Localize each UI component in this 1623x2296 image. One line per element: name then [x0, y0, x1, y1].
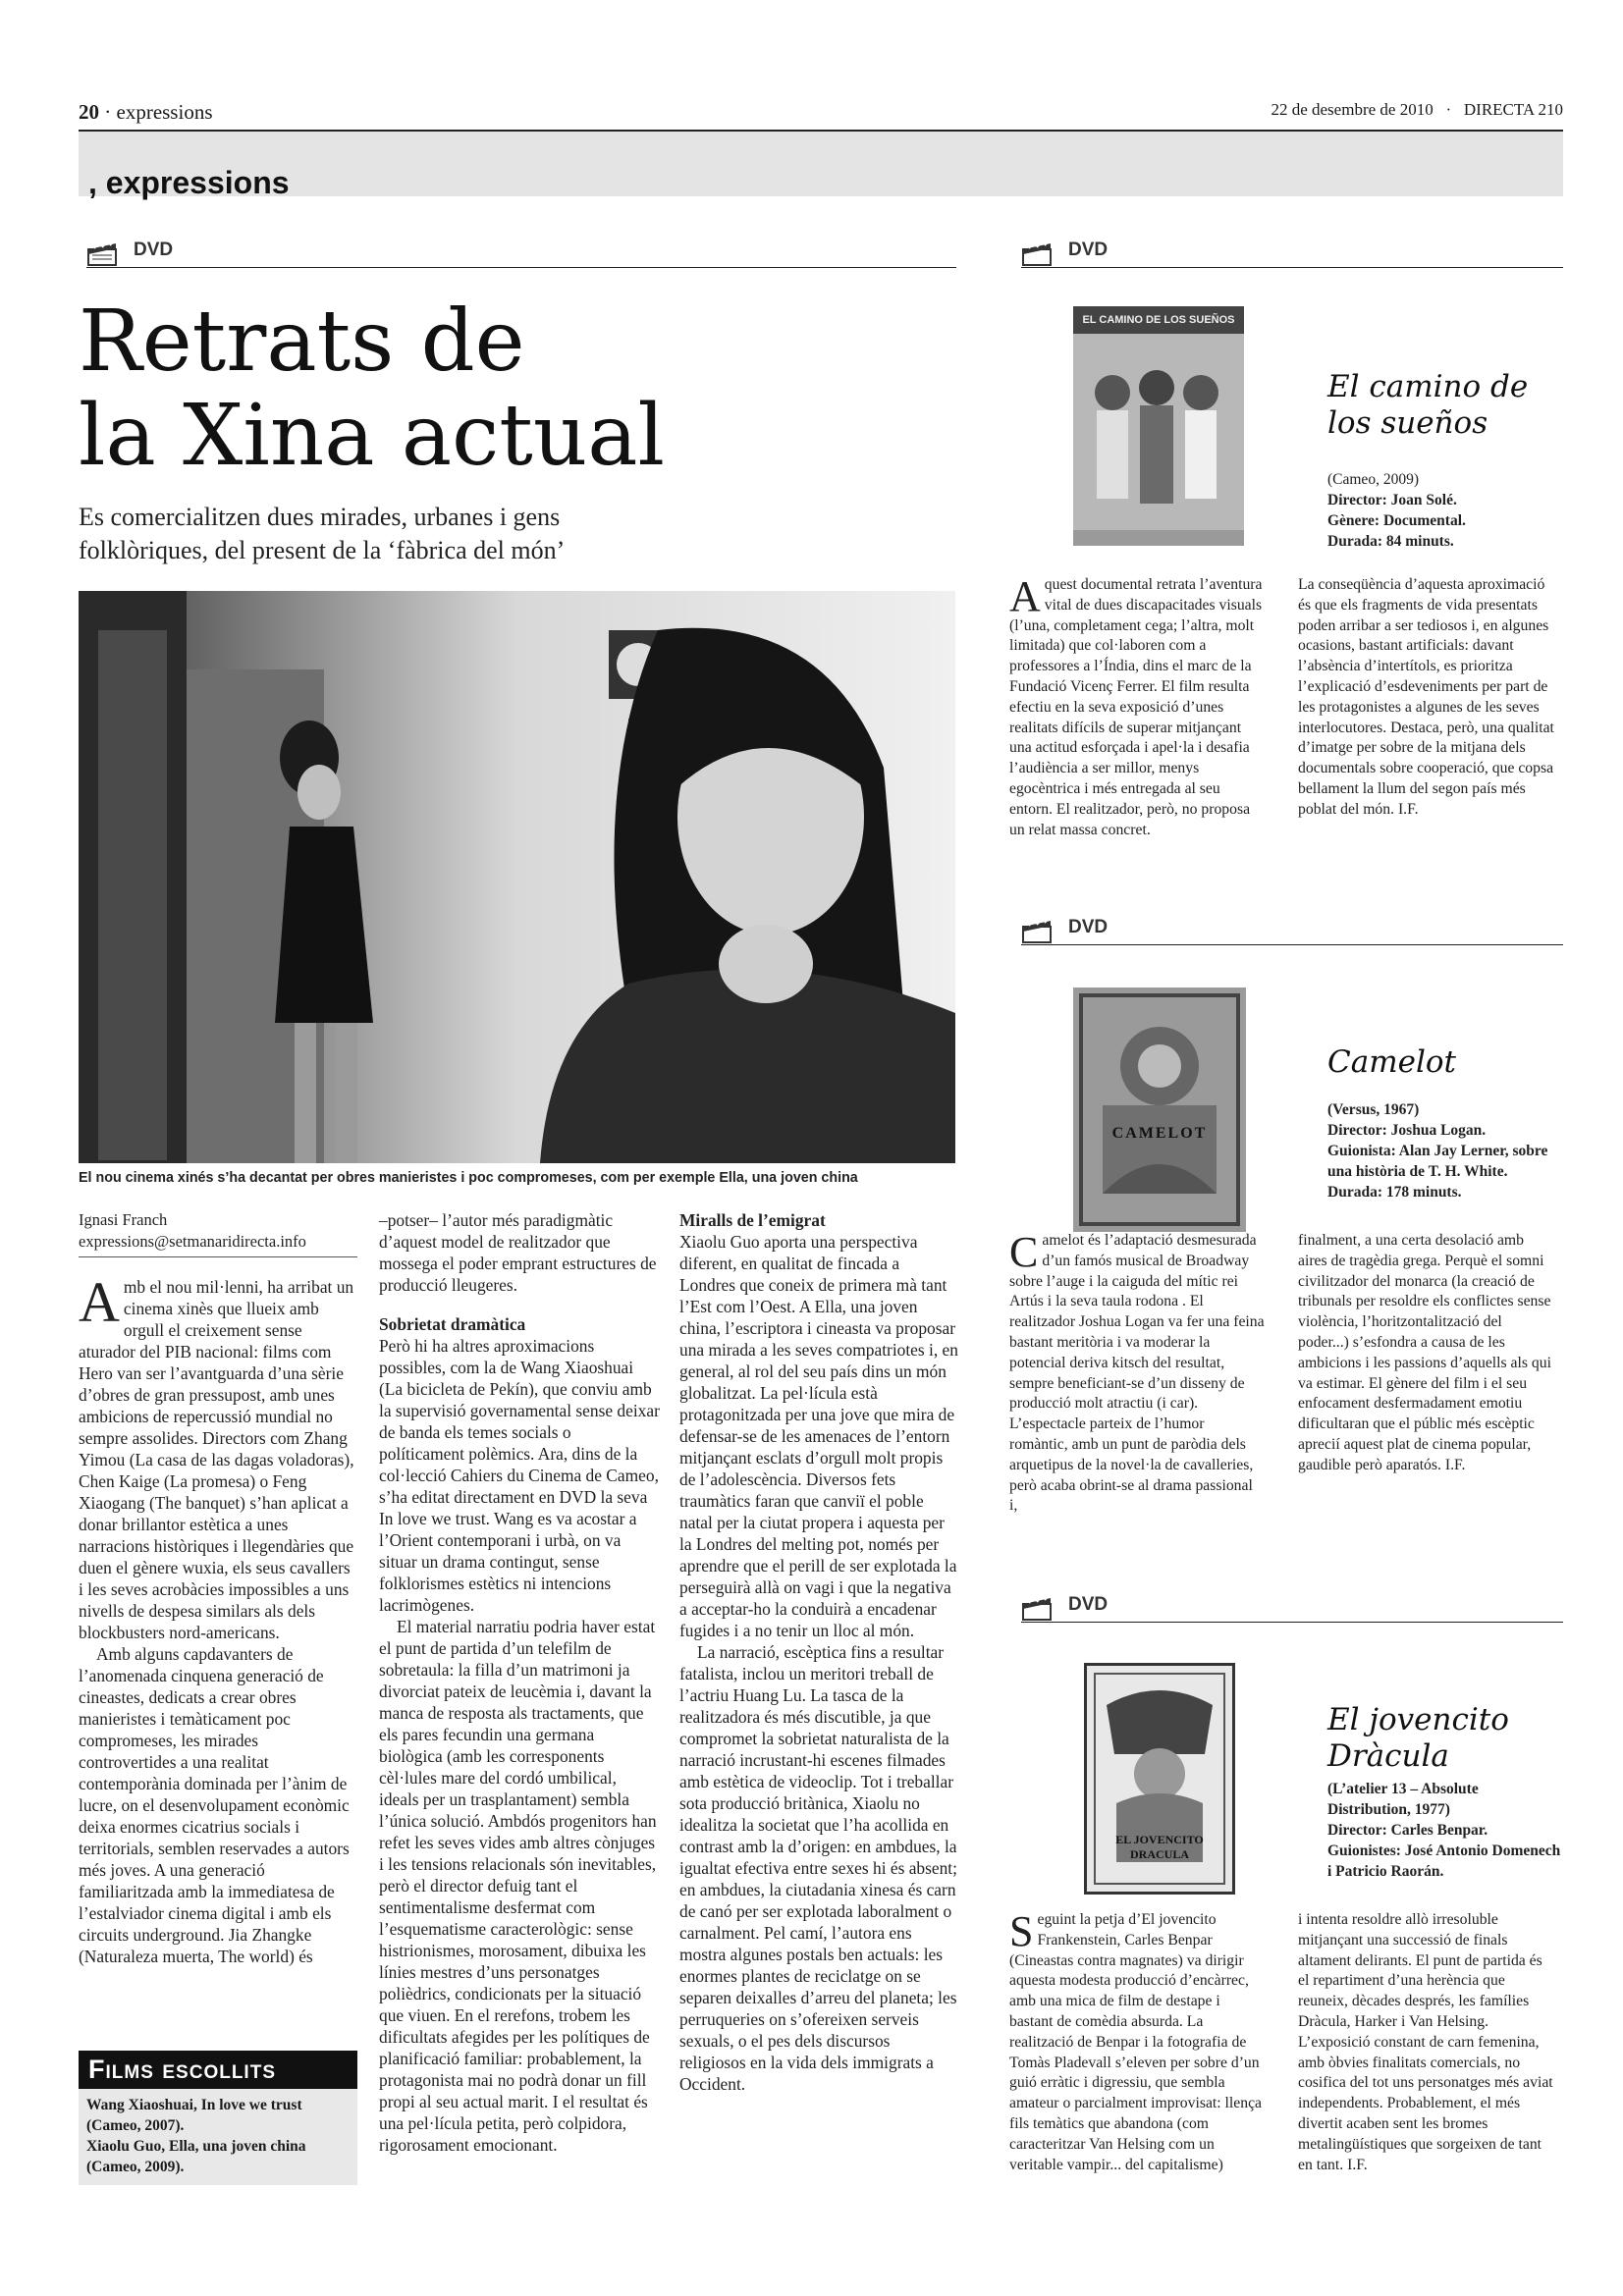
author-block [79, 1209, 357, 1253]
review2-credit3: Guionista: Alan Jay Lerner, sobre una història de T. H. White. [1327, 1143, 1548, 1180]
review3-credit1: (L’atelier 13 – Absolute Distribution, 1977) [1327, 1781, 1479, 1818]
films-line2: (Cameo, 2007). [86, 2117, 185, 2134]
review3-col2 [1298, 1910, 1555, 2175]
review2-cover-art [1073, 988, 1246, 1232]
review1-col1 [1009, 572, 1265, 840]
review1-credit1: (Cameo, 2009) [1327, 471, 1419, 488]
author-name: Ignasi Franch [79, 1210, 168, 1229]
main-title [79, 294, 943, 483]
review3-title-line2: Dràcula [1327, 1738, 1449, 1774]
main-col3-p1: Xiaolu Guo aporta una perspectiva diferent, en qualitat de fincada a Londres que coneix de primera mà tant l’Est com l’Oest. A Ella, una joven china, l’escriptora i cineasta va proposar una mirada a les seves compatriotes i, en general, al rol del seu país dins un món globalitzat. La pel·lícula està protagonitzada per una jove que mira de defensar-se de les amenaces de l’entorn mitjançant esclats d’orgull molt propis de l’adolescència. Diversos fets traumàtics faran que canviï el poble natal per la ciutat propera i aquesta per la Londres del melting pot, només per aprendre que el perill de ser explotada la perseguirà allà on vagi i que la negativa a acceptar-ho la conduirà a encadenar fugides i a no tenir un lloc al món. [679, 1232, 958, 1640]
clapperboard-icon [1021, 240, 1055, 267]
review3-dropcap: S [1009, 1907, 1034, 1955]
review3-credit3: Guionistes: José Antonio Domenech i Patricio Raorán. [1327, 1842, 1561, 1880]
review2-cover [1073, 988, 1246, 1232]
main-col3-p2: La narració, escèptica fins a resultar fatalista, inclou un meritori treball de l’actriu Huang Lu. La tasca de la realitzadora és més discutible, ja que compromet la sobrietat naturalista de la narració incrustant-hi escenes filmades amb estètica de videoclip. Tot i treballar sota producció britànica, Xiaolu no idealitza la societat que l’ha acollida en contrast amb la d’origen: en ambdues, la igualtat efectiva entre sexes hi és absent; en ambdues, la ciutadania xinesa és carn de canó per ser explotada laboralment o carnalment. Pel camí, l’autora ens mostra algunes postals ben actuals: les enormes plantes de reciclatge on se separen deixalles d’arreu del planeta; les perruqueries on s’ofereixen serveis sexuals, o el pes dels discursos religiosos en la vida dels immigrats a Occident. [679, 1642, 957, 2094]
header-date-issue [1271, 100, 1563, 120]
review1-credits [1327, 469, 1563, 552]
review3-dvd-row [1021, 1596, 1563, 1623]
review1-cover-title: EL CAMINO DE LOS SUEÑOS [1073, 306, 1244, 334]
main-subtitle: Es comercialitzen dues mirades, urbanes i gens folklòriques, del present de la ‘fàbrica del món’ [79, 503, 566, 564]
photo-illustration [79, 591, 955, 1163]
review2-credit2: Director: Joshua Logan. [1327, 1122, 1487, 1139]
review1-title [1327, 369, 1563, 442]
main-dvd-label: DVD [134, 240, 174, 260]
main-col2-subhead: Sobrietat dramàtica [379, 1314, 526, 1334]
section-banner [79, 132, 1563, 200]
clapperboard-icon [86, 240, 120, 267]
review2-cover-title: CAMELOT [1111, 1125, 1208, 1142]
films-box-title: Films escollits [79, 2051, 357, 2089]
main-col1 [79, 1270, 357, 1967]
review3-credits [1327, 1779, 1563, 1882]
main-col1-p1: mb el nou mil·lenni, ha arribat un cinema xinès que llueix amb orgull el creixement sense aturador del PIB nacional: films com Hero van ser l’avantguarda d’una sèrie d’obres de gran pressupost, amb unes ambicions de repercussió mundial no sempre assolides. Directors com Zhang Yimou (La casa de las dagas voladoras), Chen Kaige (La promesa) o Feng Xiaogang (The banquet) s’han aplicat a donar brillantor estètica a unes narracions històriques i llegendàries que duen el gènere wuxia, els seus cavallers i les seves acrobàcies impossibles a uns nivells de despesa similars als dels blockbusters nord-americans. [79, 1277, 354, 1642]
review1-dvd-label: DVD [1068, 240, 1109, 260]
review1-credit4: Durada: 84 minuts. [1327, 533, 1454, 550]
review3-title-line1: El jovencito [1327, 1702, 1509, 1737]
review2-title: Camelot [1327, 1044, 1456, 1080]
review2-credits [1327, 1099, 1563, 1202]
review1-credit3: Gènere: Documental. [1327, 512, 1466, 529]
review3-col1-text: eguint la petja d’El jovencito Frankenstein, Carles Benpar (Cineastas contra magnates) va dirigir aquesta modesta producció d’encàrrec, amb una mica de film de destape i bastant de comèdia absurda. La realització de Benpar i la fotografia de Tomàs Pladevall s’eleven per sobre d’un guió erràtic i digressiu, que sembla amateur o parcialment improvisat: llença fils temàtics que abandona (com caracteritzar Van Helsing com un veritable vampir... del capitalisme) [1009, 1911, 1262, 2173]
review2-credit4: Durada: 178 minuts. [1327, 1184, 1462, 1201]
main-col2 [379, 1209, 660, 2156]
review2-dvd-row [1021, 919, 1563, 945]
header-section: expressions [116, 100, 213, 124]
review3-col2-text: i intenta resoldre allò irresoluble mitjançant una successió de finals altament delirants. El punt de partida és el repartiment d’una herència que reuneix, dècades després, les famílies Dràcula, Harker i Van Helsing. L’exposició constant de carn femenina, amb òbvies finalitats comercials, no cosifica del tot uns personatges més aviat independents. Probablement, el més divertit acaben sent les bromes metalingüístiques que sorgeixen de tant en tant. I.F. [1298, 1911, 1553, 2173]
review2-col2-text: finalment, a una certa desolació amb aires de tragèdia grega. Perquè el somni civilitzador del monarca (la creació de tribunals per resoldre els conflictes sense violència, l’horitzontalització del poder...) s’esfondra a causa de les ambicions i les passions d’aquells als qui va estimar. El gènere del film i el seu enfocament desfermadament emotiu dificultaran que el públic més escèptic aprecií aquest plat de cinema popular, gaudible però aparatós. I.F. [1298, 1232, 1551, 1473]
review2-dvd-label: DVD [1068, 917, 1109, 937]
review1-cover-art [1073, 334, 1244, 530]
main-col1-p2: Amb alguns capdavanters de l’anomenada cinquena generació de cineastes, dedicats a crear obres manieristes i temàticament poc compromeses, les mirades controvertides a una realitat contemporània dominada per l’ànim de lucre, on el desenvolupament econòmic deixa enormes cicatrius socials i territorials, semblen reservades a autors més joves. A una generació familiaritzada amb la immediatesa de l’estalviador cinema digital i amb els circuits underground. Jia Zhangke (Naturaleza muerta, The world) és [79, 1644, 350, 1966]
review1-col2 [1298, 575, 1555, 821]
photo-caption: El nou cinema xinés s’ha decantat per obres manieristes i poc compromeses, com per exemple Ella, una joven china [79, 1170, 858, 1186]
main-dropcap: A [79, 1270, 120, 1334]
review1-col1-text: quest documental retrata l’aventura vital de dues discapacitades visuals (l’una, completament cega; l’altra, molt limitada) que col·laboren com a professores a l’Índia, dins el marc de la Fundació Vicenç Ferrer. El film resulta efectiu en la seva exposició d’unes realitats difícils de superar mitjançant una actitud esforçada i apel·la i desafia l’audiència a ser millor, menys egocèntrica i més entregada al seu entorn. El realitzador, però, no proposa un relat massa concret. [1009, 576, 1263, 838]
author-rule [79, 1256, 357, 1257]
review1-title-line1: El camino de [1327, 369, 1529, 404]
review1-dropcap: A [1009, 572, 1041, 620]
review3-title [1327, 1702, 1563, 1775]
films-box [79, 2051, 357, 2185]
review2-dropcap: C [1009, 1228, 1039, 1276]
clapperboard-icon [1021, 1594, 1055, 1622]
review3-dvd-label: DVD [1068, 1594, 1109, 1615]
main-col3-subhead: Miralls de l’emigrat [679, 1210, 826, 1230]
films-line1: Wang Xiaoshuai, In love we trust [86, 2097, 302, 2113]
header-issue: DIRECTA 210 [1463, 100, 1563, 119]
review3-cover [1084, 1663, 1235, 1895]
section-banner-label: , expressions [88, 165, 290, 200]
main-col3 [679, 1209, 958, 2095]
review2-credit1: (Versus, 1967) [1327, 1101, 1420, 1118]
main-photo [79, 591, 955, 1163]
page-header [79, 100, 1563, 130]
review3-cover-title: EL JOVENCITO DRACULA [1115, 1833, 1204, 1861]
header-dot-2: · [1445, 100, 1452, 119]
main-col2-p1: –potser– l’autor més paradigmàtic d’aquest model de realitzador que mossega el poder emprant estructures de producció lleugeres. [379, 1210, 657, 1295]
films-line3: Xiaolu Guo, Ella, una joven china [86, 2138, 306, 2155]
review1-col2-text: La conseqüència d’aquesta aproximació és que els fragments de vida presentats poden arribar a ser tediosos i, en algunes ocasions, bastant artificials: davant l’absència d’intertítols, es prioritza l’explicació d’esdeveniments per part de les protagonistes a algunes de les seves interlocutores. Destaca, però, una qualitat d’imatge per sobre de la mitjana dels documentals sobre cooperació, que copsa bellament la llum del segon país més poblat del món. I.F. [1298, 576, 1554, 818]
review2-col1 [1009, 1228, 1265, 1517]
main-col2-p3: El material narratiu podria haver estat el punt de partida d’un telefilm de sobretaula: la filla d’un matrimoni ja divorciat pateix de leucèmia i, davant la manca de resposta als tractaments, que els pares fecundin una germana biològica (amb les corresponents cèl·lules mare del cordó umbilical, ideals per un trasplantament) sembla l’única solució. Ambdós progenitors han refet les seves vides amb altres cònjuges i les tensions relacionals són inevitables, però el director defuig tant el sentimentalisme desfermat com l’esquematisme caracterològic: sense histrionismes, morosament, dibuixa les línies mestres d’uns personatges polièdrics, condicionats per la situació que viuen. En el rerefons, trobem les dificultats afegides per les polítiques de planificació familiar: probablement, la protagonista mai no podrà donar un fill propi al seu actual marit. I el resultat és una pel·lícula petita, però colpidora, rigorosament emocionant. [379, 1617, 657, 2155]
review1-credit2: Director: Joan Solé. [1327, 492, 1457, 508]
films-box-list [79, 2089, 357, 2185]
header-date: 22 de desembre de 2010 [1271, 100, 1434, 119]
films-line4: (Cameo, 2009). [86, 2159, 185, 2175]
review2-col1-text: amelot és l’adaptació desmesurada d’un famós musical de Broadway sobre l’auge i la caiguda del mític rei Artús i la seva taula rodona . El realitzador Joshua Logan va fer una feina bastant meritòria i va moderar la potencial deriva kitsch del resultat, sempre beneficiant-se d’un disseny de producció molt atractiu (i car). L’espectacle parteix de l’humor romàntic, amb un punt de paròdia dels arquetipus de la novel·la de cavalleries, però acaba obrint-se al drama passional i, [1009, 1232, 1265, 1515]
main-col2-p2: Però hi ha altres aproximacions possibles, com la de Wang Xiaoshuai (La bicicleta de Pekín), que conviu amb la supervisió governamental sense deixar de banda els temes socials o políticament polèmics. Ara, dins de la col·lecció Cahiers du Cinema de Cameo, s’ha editat directament en DVD la seva In love we trust. Wang es va acostar a l’Orient contemporani i urbà, on va situar un drama contingut, sense folklorismes estètics ni intencions lacrimògenes. [379, 1336, 660, 1615]
review1-title-line2: los sueños [1327, 405, 1488, 441]
review1-cover [1073, 306, 1244, 546]
author-email[interactable]: expressions@setmanaridirecta.info [79, 1232, 306, 1251]
review2-col2 [1298, 1231, 1555, 1476]
page-number: 20 [79, 100, 99, 124]
review3-col1 [1009, 1907, 1265, 2175]
clapperboard-icon [1021, 917, 1055, 944]
main-dvd-row [86, 241, 956, 268]
main-title-line2: la Xina actual [79, 387, 666, 485]
review1-dvd-row [1021, 241, 1563, 268]
review3-credit2: Director: Carles Benpar. [1327, 1822, 1488, 1839]
header-dot: · [104, 100, 112, 124]
main-title-line1: Retrats de [79, 293, 525, 391]
